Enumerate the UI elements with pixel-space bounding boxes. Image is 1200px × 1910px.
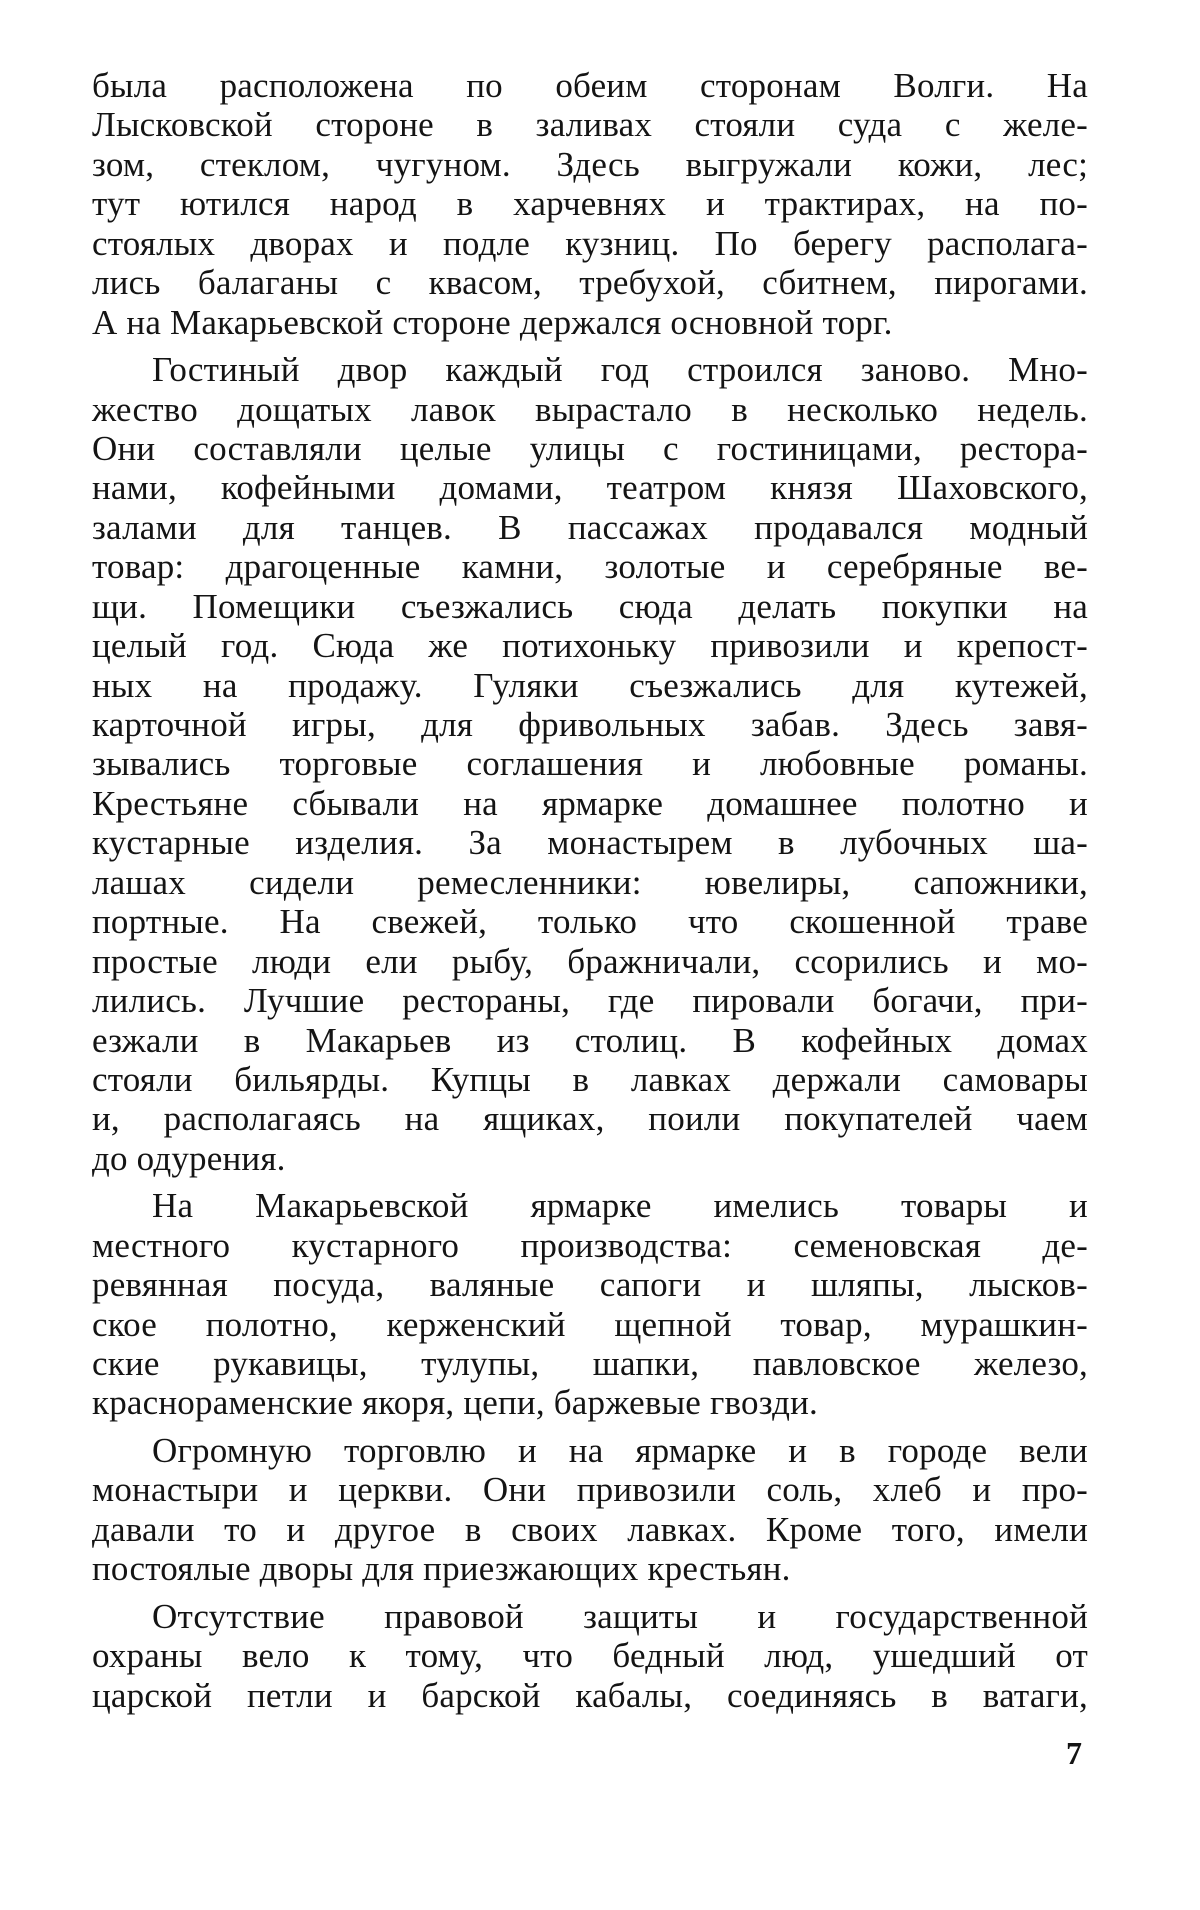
paragraph: [92, 66, 1088, 342]
text-line: стояли бильярды. Купцы в лавках держали самовары: [92, 1059, 1088, 1099]
text-line: езжали в Макарьев из столиц. В кофейных домах: [92, 1020, 1088, 1060]
text-line: давали то и другое в своих лавках. Кроме того, имели: [92, 1509, 1088, 1549]
text-line: портные. На свежей, только что скошенной траве: [92, 902, 1088, 942]
text-line: монастыри и церкви. Они привозили соль, хлеб и про-: [92, 1470, 1088, 1510]
paragraph: [92, 1186, 1088, 1423]
text-line: Они составляли целые улицы с гостиницами, рестора-: [92, 428, 1088, 468]
paragraph-gap: [92, 1589, 1088, 1597]
text-line: местного кустарного производства: семеновская де-: [92, 1225, 1088, 1265]
text-line: была расположена по обеим сторонам Волги. На: [92, 66, 1088, 105]
paragraph: [92, 1597, 1088, 1715]
text-line: залами для танцев. В пассажах продавался модный: [92, 507, 1088, 547]
text-line: зом, стеклом, чугуном. Здесь выгружали кожи, лес;: [92, 144, 1088, 184]
text-line: лились. Лучшие рестораны, где пировали богачи, при-: [92, 981, 1088, 1021]
text-line: кустарные изделия. За монастырем в лубочных ша-: [92, 823, 1088, 863]
text-line: стоялых дворах и подле кузниц. По берегу располага-: [92, 223, 1088, 263]
page-text-body: [92, 66, 1088, 1715]
text-line: охраны вело к тому, что бедный люд, ушедший от: [92, 1636, 1088, 1676]
text-line: до одурения.: [92, 1138, 286, 1178]
paragraph-gap: [92, 1178, 1088, 1186]
paragraph: [92, 1431, 1088, 1589]
text-line: лашах сидели ремесленники: ювелиры, сапожники,: [92, 862, 1088, 902]
text-line: зывались торговые соглашения и любовные романы.: [92, 744, 1088, 784]
text-line: простые люди ели рыбу, бражничали, ссорились и мо-: [92, 941, 1088, 981]
text-line: На Макарьевской ярмарке имелись товары и: [152, 1186, 1088, 1226]
paragraph: [92, 350, 1088, 1178]
text-line: краснораменские якоря, цепи, баржевые гвозди.: [92, 1383, 819, 1423]
text-line: лись балаганы с квасом, требухой, сбитнем, пирогами.: [92, 263, 1088, 303]
text-line: щи. Помещики съезжались сюда делать покупки на: [92, 586, 1088, 626]
text-line: Крестьяне сбывали на ярмарке домашнее полотно и: [92, 783, 1088, 823]
text-line: ных на продажу. Гуляки съезжались для кутежей,: [92, 665, 1088, 705]
text-line: целый год. Сюда же потихоньку привозили и крепост-: [92, 626, 1088, 666]
text-line: и, располагаясь на ящиках, поили покупателей чаем: [92, 1099, 1088, 1139]
text-line: А на Макарьевской стороне держался основной торг.: [92, 302, 893, 342]
text-line: Гостиный двор каждый год строился заново. Мно-: [152, 350, 1088, 390]
text-line: жество дощатых лавок вырастало в несколько недель.: [92, 389, 1088, 429]
text-line: Лысковской стороне в заливах стояли суда с желе-: [92, 105, 1088, 145]
text-line: Отсутствие правовой защиты и государственной: [152, 1596, 1088, 1636]
paragraph-gap: [92, 342, 1088, 350]
text-line: товар: драгоценные камни, золотые и серебряные ве-: [92, 547, 1088, 587]
text-line: постоялые дворы для приезжающих крестьян.: [92, 1549, 791, 1589]
text-line: нами, кофейными домами, театром князя Шаховского,: [92, 468, 1088, 508]
text-line: ское полотно, керженский щепной товар, мурашкин-: [92, 1304, 1088, 1344]
text-line: тут ютился народ в харчевнях и трактирах, на по-: [92, 184, 1088, 224]
page-number: 7: [1066, 1735, 1082, 1771]
text-line: Огромную торговлю и на ярмарке и в городе вели: [152, 1430, 1088, 1470]
text-line: ревянная посуда, валяные сапоги и шляпы, лысков-: [92, 1265, 1088, 1305]
text-line: карточной игры, для фривольных забав. Здесь завя-: [92, 705, 1088, 744]
text-line: царской петли и барской кабалы, соединяясь в ватаги,: [92, 1675, 1088, 1715]
paragraph-gap: [92, 1423, 1088, 1431]
text-line: ские рукавицы, тулупы, шапки, павловское железо,: [92, 1344, 1088, 1383]
